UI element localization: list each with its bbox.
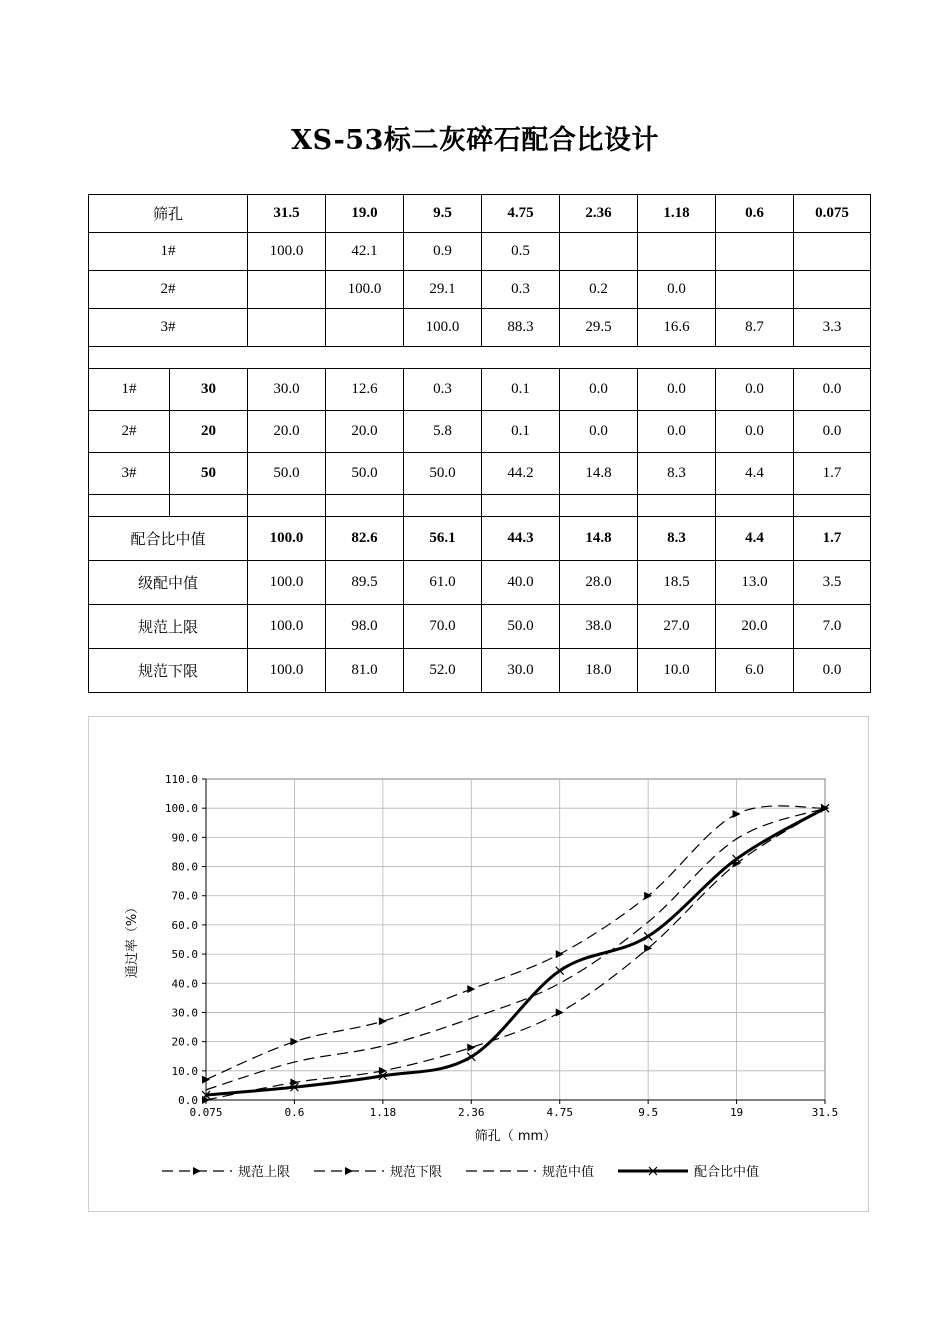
summary-value: 10.0	[638, 649, 716, 693]
proportioned-value: 0.1	[482, 369, 560, 411]
x-tick-label: 0.075	[189, 1106, 223, 1119]
table-row	[89, 561, 871, 605]
sieve-size-header: 19.0	[326, 195, 404, 233]
proportioned-value: 50.0	[248, 453, 326, 495]
x-tick-label: 19	[729, 1106, 744, 1119]
material-name: 1#	[89, 369, 170, 411]
proportioned-value: 0.0	[560, 369, 638, 411]
legend-label: 规范上限	[238, 1165, 291, 1180]
summary-value: 100.0	[248, 649, 326, 693]
plot-area	[206, 779, 825, 1100]
separator-row	[89, 347, 871, 369]
summary-value: 18.0	[560, 649, 638, 693]
summary-value: 4.4	[716, 517, 794, 561]
summary-label: 规范上限	[89, 605, 248, 649]
summary-label: 规范下限	[89, 649, 248, 693]
material-name: 3#	[89, 309, 248, 347]
table-row	[89, 233, 871, 271]
summary-value: 18.5	[638, 561, 716, 605]
proportioned-value: 5.8	[404, 411, 482, 453]
passing-value: 100.0	[404, 309, 482, 347]
summary-value: 81.0	[326, 649, 404, 693]
table-row	[89, 605, 871, 649]
summary-value: 38.0	[560, 605, 638, 649]
proportioned-value: 0.0	[794, 369, 871, 411]
table-row	[89, 517, 871, 561]
y-tick-label: 80.0	[171, 860, 198, 874]
legend-marker	[345, 1167, 353, 1175]
y-tick-label: 70.0	[171, 889, 198, 903]
y-tick-label: 0.0	[178, 1094, 198, 1107]
y-tick-label: 30.0	[171, 1006, 198, 1020]
x-tick-label: 1.18	[369, 1106, 397, 1119]
x-axis-label: 筛孔（ mm）	[474, 1129, 557, 1144]
passing-value: 42.1	[326, 233, 404, 271]
summary-value: 8.3	[638, 517, 716, 561]
passing-value: 100.0	[326, 271, 404, 309]
blank-cell	[716, 495, 794, 517]
passing-value: 0.2	[560, 271, 638, 309]
summary-value: 100.0	[248, 561, 326, 605]
summary-value: 89.5	[326, 561, 404, 605]
proportioned-value: 30.0	[248, 369, 326, 411]
summary-value: 3.5	[794, 561, 871, 605]
table-row	[89, 195, 871, 233]
x-tick-label: 0.6	[284, 1106, 305, 1119]
passing-value: 3.3	[794, 309, 871, 347]
passing-value	[326, 309, 404, 347]
summary-value: 56.1	[404, 517, 482, 561]
table-row	[89, 309, 871, 347]
legend-label: 规范中值	[542, 1165, 595, 1180]
y-tick-label: 110.0	[164, 773, 198, 786]
summary-value: 1.7	[794, 517, 871, 561]
passing-value	[794, 271, 871, 309]
summary-value: 20.0	[716, 605, 794, 649]
passing-value	[794, 233, 871, 271]
proportioned-value: 0.0	[716, 369, 794, 411]
y-tick-label: 40.0	[171, 977, 198, 991]
y-tick-label: 20.0	[171, 1035, 198, 1049]
proportioned-value: 12.6	[326, 369, 404, 411]
summary-value: 6.0	[716, 649, 794, 693]
passing-value: 29.5	[560, 309, 638, 347]
material-name: 3#	[89, 453, 170, 495]
passing-value: 88.3	[482, 309, 560, 347]
passing-value	[638, 233, 716, 271]
proportioned-value: 0.1	[482, 411, 560, 453]
blank-cell	[404, 495, 482, 517]
sieve-size-header: 9.5	[404, 195, 482, 233]
summary-value: 30.0	[482, 649, 560, 693]
sieve-size-header: 0.075	[794, 195, 871, 233]
proportioned-value: 1.7	[794, 453, 871, 495]
table-row	[89, 411, 871, 453]
legend-label: 规范下限	[390, 1165, 443, 1180]
summary-value: 50.0	[482, 605, 560, 649]
sieve-size-header: 0.6	[716, 195, 794, 233]
blank-cell	[170, 495, 248, 517]
table-row	[89, 369, 871, 411]
blank-cell	[326, 495, 404, 517]
sieve-size-header: 1.18	[638, 195, 716, 233]
table-row	[89, 495, 871, 517]
proportioned-value: 0.0	[638, 411, 716, 453]
proportioned-value: 8.3	[638, 453, 716, 495]
sieve-size-header: 31.5	[248, 195, 326, 233]
passing-value	[248, 271, 326, 309]
blank-cell	[638, 495, 716, 517]
blank-cell	[89, 495, 170, 517]
passing-value	[716, 271, 794, 309]
proportioned-value: 14.8	[560, 453, 638, 495]
y-tick-label: 60.0	[171, 918, 198, 932]
proportioned-value: 50.0	[326, 453, 404, 495]
summary-value: 0.0	[794, 649, 871, 693]
sieve-header: 筛孔	[89, 195, 248, 233]
table-row	[89, 649, 871, 693]
sieve-size-header: 4.75	[482, 195, 560, 233]
proportioned-value: 20.0	[326, 411, 404, 453]
summary-label: 配合比中值	[89, 517, 248, 561]
blank-cell	[248, 495, 326, 517]
passing-value: 0.0	[638, 271, 716, 309]
material-name: 1#	[89, 233, 248, 271]
blank-cell	[794, 495, 871, 517]
table-row	[89, 271, 871, 309]
summary-value: 61.0	[404, 561, 482, 605]
material-name: 2#	[89, 411, 170, 453]
summary-label: 级配中值	[89, 561, 248, 605]
passing-value	[716, 233, 794, 271]
y-tick-label: 90.0	[171, 831, 198, 845]
proportioned-value: 44.2	[482, 453, 560, 495]
passing-value: 0.3	[482, 271, 560, 309]
x-tick-label: 4.75	[546, 1106, 573, 1119]
passing-value: 29.1	[404, 271, 482, 309]
table-row	[89, 347, 871, 369]
passing-value: 8.7	[716, 309, 794, 347]
passing-value: 100.0	[248, 233, 326, 271]
legend-label: 配合比中值	[694, 1165, 760, 1180]
summary-value: 28.0	[560, 561, 638, 605]
proportioned-value: 20.0	[248, 411, 326, 453]
summary-value: 100.0	[248, 605, 326, 649]
proportioned-value: 0.0	[638, 369, 716, 411]
x-tick-label: 31.5	[811, 1106, 839, 1119]
passing-value: 0.9	[404, 233, 482, 271]
summary-value: 100.0	[248, 517, 326, 561]
x-tick-label: 2.36	[458, 1106, 485, 1119]
material-name: 2#	[89, 271, 248, 309]
summary-value: 70.0	[404, 605, 482, 649]
proportioned-value: 0.0	[716, 411, 794, 453]
x-tick-label: 9.5	[638, 1106, 659, 1119]
proportioned-value: 50.0	[404, 453, 482, 495]
y-tick-label: 100.0	[164, 802, 198, 816]
summary-value: 27.0	[638, 605, 716, 649]
proportioned-value: 0.3	[404, 369, 482, 411]
sieve-size-header: 2.36	[560, 195, 638, 233]
summary-value: 40.0	[482, 561, 560, 605]
mix-design-table	[88, 194, 871, 693]
passing-value: 0.5	[482, 233, 560, 271]
summary-value: 7.0	[794, 605, 871, 649]
summary-value: 82.6	[326, 517, 404, 561]
summary-value: 13.0	[716, 561, 794, 605]
mix-ratio: 30	[170, 369, 248, 411]
legend-marker	[193, 1167, 201, 1175]
passing-value: 16.6	[638, 309, 716, 347]
mix-ratio: 20	[170, 411, 248, 453]
mix-ratio: 50	[170, 453, 248, 495]
table-row	[89, 453, 871, 495]
proportioned-value: 0.0	[794, 411, 871, 453]
passing-value	[248, 309, 326, 347]
y-axis-label: 通过率（%）	[125, 900, 140, 979]
summary-value: 14.8	[560, 517, 638, 561]
summary-value: 44.3	[482, 517, 560, 561]
page-title: XS-53标二灰碎石配合比设计	[291, 125, 659, 156]
y-tick-label: 10.0	[171, 1064, 198, 1078]
gradation-chart	[88, 716, 869, 1212]
summary-value: 98.0	[326, 605, 404, 649]
y-tick-label: 50.0	[171, 948, 198, 962]
passing-value	[560, 233, 638, 271]
summary-value: 52.0	[404, 649, 482, 693]
blank-cell	[560, 495, 638, 517]
proportioned-value: 4.4	[716, 453, 794, 495]
proportioned-value: 0.0	[560, 411, 638, 453]
blank-cell	[482, 495, 560, 517]
